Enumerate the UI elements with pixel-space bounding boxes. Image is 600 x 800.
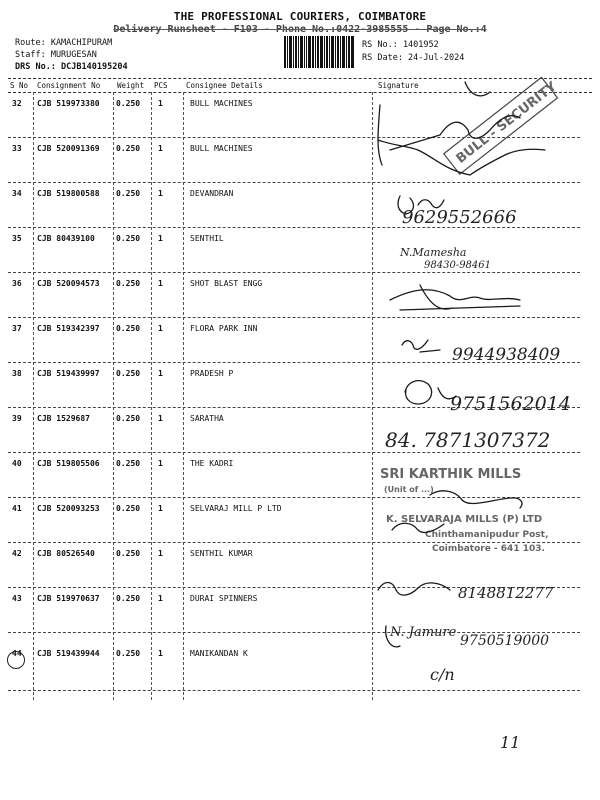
selvaraja-stamp-addr1: Chinthamanipudur Post, [425, 530, 549, 540]
selvaraja-stamp-name: K. SELVARAJA MILLS (P) LTD [386, 514, 543, 525]
signature-38 [405, 381, 456, 404]
row-weight: 0.250 [116, 594, 141, 603]
row-consignment: CJB 519439944 [37, 649, 100, 658]
row-consignee: DURAI SPINNERS [190, 594, 258, 603]
row-weight: 0.250 [116, 324, 141, 333]
staff-label: Staff: MURUGESAN [15, 50, 97, 60]
row-consignee: DEVANDRAN [190, 189, 234, 198]
row-pcs: 1 [158, 414, 163, 423]
row-consignee: MANIKANDAN K [190, 649, 248, 658]
row-pcs: 1 [158, 144, 163, 153]
handwritten-phone-37: 9944938409 [452, 345, 561, 365]
row-weight: 0.250 [116, 504, 141, 513]
handwritten-phone-39: 84. 7871307372 [385, 428, 551, 452]
rs-number: RS No.: 1401952 [362, 40, 439, 50]
row-weight: 0.250 [116, 414, 141, 423]
handwritten-phone-34: 9629552666 [402, 207, 517, 228]
row-pcs: 1 [158, 459, 163, 468]
row-pcs: 1 [158, 234, 163, 243]
document-title: THE PROFESSIONAL COURIERS, COIMBATORE [173, 10, 427, 23]
row-sno: 43 [12, 594, 22, 603]
row-weight: 0.250 [116, 459, 141, 468]
col-consignment: Consignment No [37, 81, 101, 90]
signature-37 [402, 340, 440, 352]
col-weight: Weight [117, 81, 145, 90]
row-weight: 0.250 [116, 99, 141, 108]
row-weight: 0.250 [116, 144, 141, 153]
row-pcs: 1 [158, 549, 163, 558]
subtitle-text: Delivery Runsheet - F103 - Phone No.:0422-3985555 - Page No.:4 [113, 24, 487, 35]
row-consignment: CJB 519439997 [37, 369, 100, 378]
col-sno: S No [10, 81, 29, 90]
row-consignee: SHOT BLAST ENGG [190, 279, 263, 288]
row-sno: 36 [12, 279, 22, 288]
row-sno: 39 [12, 414, 22, 423]
row-pcs: 1 [158, 594, 163, 603]
row-consignment: CJB 519970637 [37, 594, 100, 603]
security-stamp-text: BULL - SECURITY [453, 79, 560, 167]
row-consignee: BULL MACHINES [190, 144, 253, 153]
row-consignee: SENTHIL KUMAR [190, 549, 253, 558]
row-pcs: 1 [158, 649, 163, 658]
karthik-stamp-name: SRI KARTHIK MILLS [380, 467, 522, 482]
row-pcs: 1 [158, 189, 163, 198]
row-consignment: CJB 519805506 [37, 459, 100, 468]
signature-40 [430, 491, 522, 508]
row-pcs: 1 [158, 504, 163, 513]
selvaraja-stamp-addr2: Coimbatore - 641 103. [432, 544, 545, 554]
row-sno: 34 [12, 189, 22, 198]
handwritten-name-43: N. Jamure [390, 625, 457, 640]
row-pcs: 1 [158, 99, 163, 108]
row-consignment: CJB 519973380 [37, 99, 100, 108]
karthik-stamp-unit: (Unit of ...) [384, 485, 434, 494]
row-sno: 38 [12, 369, 22, 378]
row-consignee: SENTHIL [190, 234, 224, 243]
row-sno: 35 [12, 234, 22, 243]
handwritten-phone-35: 98430-98461 [424, 260, 492, 271]
row-consignment: CJB 520093253 [37, 504, 100, 513]
signature-36 [390, 285, 520, 310]
row-consignee: BULL MACHINES [190, 99, 253, 108]
handwritten-phone-42: 8148812277 [458, 584, 554, 602]
row-consignment: CJB 520094573 [37, 279, 100, 288]
col-pcs: PCS [154, 81, 168, 90]
signature-42 [378, 583, 450, 596]
row-consignee: PRADESH P [190, 369, 234, 378]
row-sno: 42 [12, 549, 22, 558]
row-pcs: 1 [158, 324, 163, 333]
row-consignee: THE KADRI [190, 459, 234, 468]
row-weight: 0.250 [116, 279, 141, 288]
row-sno: 40 [12, 459, 22, 468]
row-pcs: 1 [158, 369, 163, 378]
handwritten-phone-38: 9751562014 [450, 393, 571, 415]
route-label: Route: KAMACHIPURAM [15, 38, 113, 48]
row-weight: 0.250 [116, 549, 141, 558]
row-consignment: CJB 519800588 [37, 189, 100, 198]
row-weight: 0.250 [116, 189, 141, 198]
row-consignment: CJB 1529687 [37, 414, 90, 423]
row-consignee: FLORA PARK INN [190, 324, 258, 333]
row-consignee: SARATHA [190, 414, 224, 423]
row-consignment: CJB 519342397 [37, 324, 100, 333]
row-sno: 33 [12, 144, 22, 153]
handwritten-page-mark: 11 [500, 733, 521, 752]
col-consignee: Consignee Details [186, 81, 263, 90]
row-consignment: CJB 80439100 [37, 234, 95, 243]
row-sno: 32 [12, 99, 22, 108]
row-weight: 0.250 [116, 649, 141, 658]
karthik-mills-stamp [380, 467, 521, 494]
handwritten-phone-43: 9750519000 [460, 633, 550, 649]
row-consignment: CJB 520091369 [37, 144, 100, 153]
row-sno: 41 [12, 504, 22, 513]
row-consignee: SELVARAJ MILL P LTD [190, 504, 282, 513]
row-weight: 0.250 [116, 234, 141, 243]
row-sno: 44 [12, 649, 22, 658]
drs-label: DRS No.: DCJB140195204 [15, 62, 128, 72]
col-signature: Signature [378, 81, 419, 90]
row-sno: 37 [12, 324, 22, 333]
row-pcs: 1 [158, 279, 163, 288]
selvaraja-stamp [386, 514, 548, 554]
row-weight: 0.250 [116, 369, 141, 378]
handwritten-note-44: c/n [430, 665, 455, 684]
row-consignment: CJB 80526540 [37, 549, 95, 558]
rs-date: RS Date: 24-Jul-2024 [362, 53, 465, 63]
handwritten-name-35: N.Mamesha [400, 246, 467, 259]
